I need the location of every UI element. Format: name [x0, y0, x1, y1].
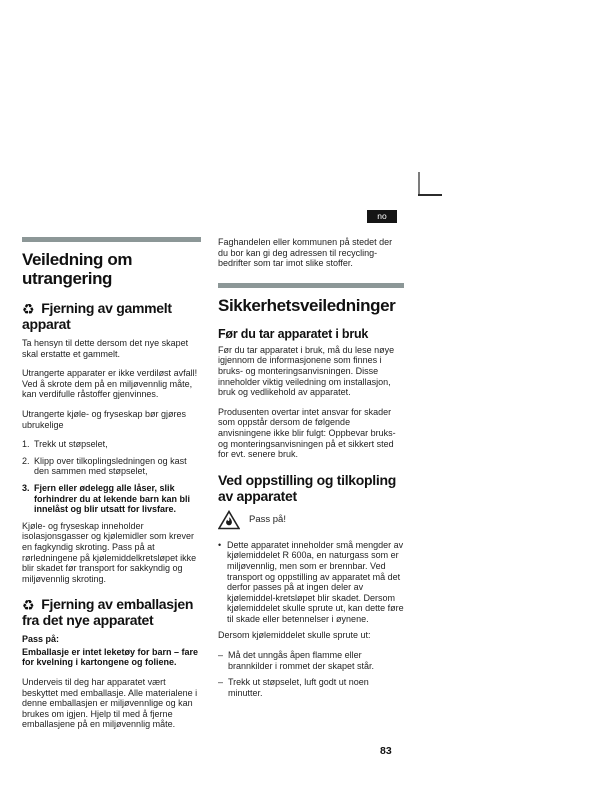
paragraph: Før du tar apparatet i bruk, må du lese nøye igjennom de informasjonene som finnes i bruks- og monteringsanvisningen. Disse inneholder viktig veiledning om installasjon, bruk og vedlikehold av apparatet.: [218, 344, 395, 398]
flame-warning-triangle-icon: [218, 510, 240, 530]
paragraph: Dersom kjølemiddelet skulle sprute ut:: [218, 630, 371, 641]
right-column: [218, 237, 404, 704]
bullet-item: [218, 540, 404, 625]
list-item-text: Trekk ut støpselet,: [34, 439, 108, 450]
left-column: [22, 237, 201, 739]
heading-before-use: Før du tar apparatet i bruk: [218, 326, 369, 341]
warning-label: Pass på!: [249, 514, 286, 526]
paragraph: Faghandelen eller kommunen på stedet der du bor kan gi deg adressen til recycling-bedrifter som tar imot slike stoffer.: [218, 237, 393, 269]
heading-installation: Ved oppstilling og tilkopling av apparatet: [218, 471, 396, 504]
bullet-marker: •: [218, 539, 222, 550]
paragraph: Ta hensyn til dette dersom det nye skapet skal erstatte et gammelt.: [22, 338, 189, 359]
dash-marker: –: [218, 650, 224, 661]
paragraph: Produsenten overtar intet ansvar for skader som oppstår dersom de følgende anvisningene ikke blir fulgt: Oppbevar bruks- og monteringsanvisningen på et sikkert sted for evt. senere bruk.: [218, 406, 396, 460]
recycle-icon: ♻: [22, 301, 35, 317]
warning-row: [218, 510, 404, 530]
list-item: [22, 483, 201, 515]
note-label: Pass på:: [22, 634, 60, 645]
list-number: 2.: [22, 455, 30, 466]
dash-item: [218, 677, 404, 698]
corner-crop-mark-horizontal: [418, 194, 442, 196]
corner-crop-mark-vertical: [418, 172, 420, 196]
section-rule: [218, 283, 404, 288]
heading-packaging-label: Fjerning av emballasjen fra det nye apparatet: [22, 596, 194, 629]
heading-packaging: [22, 596, 201, 628]
section-title-disposal: Veiledning om utrangering: [22, 250, 133, 288]
list-item-text: Fjern eller ødelegg alle låser, slik forhindrer du at lekende barn kan bli innelåst og blir utsatt for livsfare.: [34, 482, 191, 515]
section-title-safety: Sikkerhetsveiledninger: [218, 295, 396, 315]
paragraph: Utrangerte kjøle- og fryseskap bør gjøres ubrukelige: [22, 408, 187, 430]
language-badge: no: [367, 210, 397, 223]
bullet-text: Dette apparatet inneholder små mengder av kjølemiddelet R 600a, en naturgass som er miljøvennlig, men som er brennbar. Ved transport og oppstilling av apparatet må det derfor passes på at ingen deler av kjølemiddel-kretsløpet blir skadet. Dersom kjølemiddelet skulle sprute ut, kan dette føre til skade eller betennelser i øynene.: [227, 539, 404, 624]
warning-paragraph: Emballasje er intet leketøy for barn – fare for kvelning i kartongene og foliene.: [22, 646, 199, 668]
paragraph: Underveis til deg har apparatet vært beskyttet med emballasje. Alle materialene i denne emballasjen er miljøvennlige og kan brukes om igjen. Hjelp til med å fjerne emballasjene på en miljøvennlig måte.: [22, 677, 198, 730]
paragraph: Utrangerte apparater er ikke verdiløst avfall! Ved å skrote dem på en miljøvennlig måte, kan verdifulle råstoffer gjenvinnes.: [22, 368, 198, 400]
heading-old-appliance-label: Fjerning av gammelt apparat: [22, 300, 172, 332]
paragraph: Kjøle- og fryseskap inneholder isolasjonsgasser og kjølemidler som krever en fagkyndig skroting. Pass på at rørledningene på kjølemiddelkretsløpet ikke blir skadet før transport for sakkyndig og miljøvennlig skroting.: [22, 520, 197, 584]
list-number: 3.: [22, 482, 30, 493]
recycle-icon: ♻: [22, 597, 35, 614]
list-item: [22, 456, 201, 477]
page-number: 83: [380, 745, 392, 757]
list-item-text: Klipp over tilkoplingsledningen og kast den sammen med støpselet,: [34, 455, 187, 477]
dash-text: Trekk ut støpselet, luft godt ut noen minutter.: [228, 677, 369, 698]
list-item: [22, 439, 201, 450]
dash-text: Må det unngås åpen flamme eller brannkilder i rommet der skapet står.: [228, 650, 375, 671]
list-number: 1.: [22, 439, 30, 450]
dash-marker: –: [218, 677, 224, 688]
dash-item: [218, 650, 404, 671]
heading-old-appliance: [22, 300, 201, 332]
section-rule: [22, 237, 201, 242]
